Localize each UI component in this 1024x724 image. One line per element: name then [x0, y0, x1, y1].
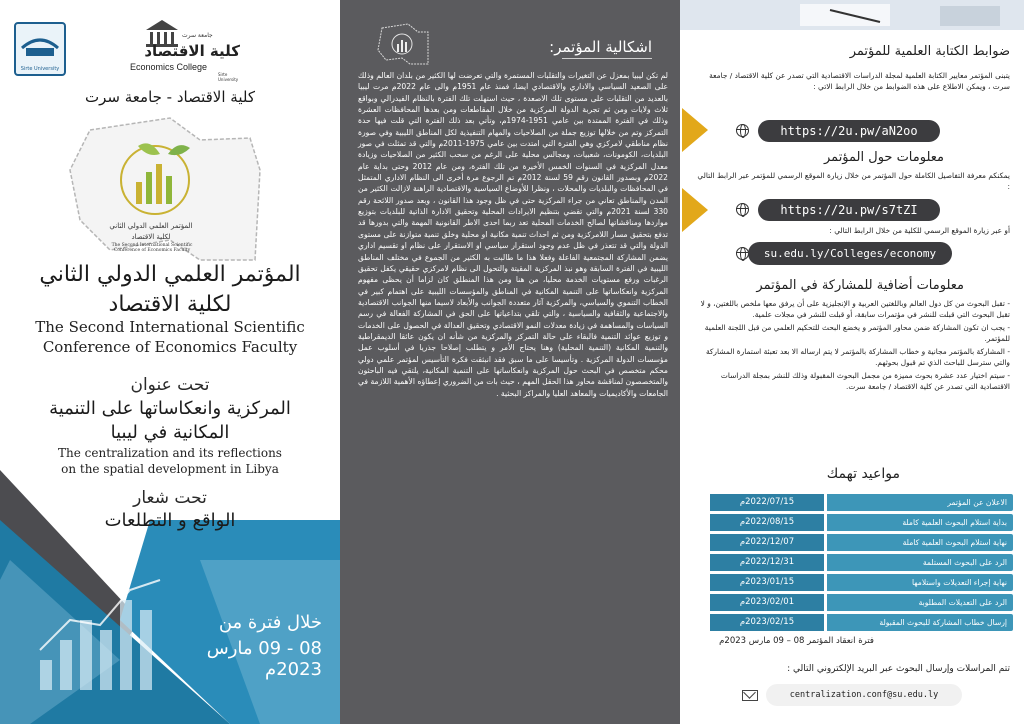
event-name: نهاية استلام البحوث العلمية كاملة — [827, 534, 1013, 551]
topic-ar-1: المركزية وانعكاساتها على التنمية — [49, 398, 291, 419]
event-name: نهاية إجراء التعديلات واستلامها — [827, 574, 1013, 591]
extra-info-list — [694, 298, 1010, 392]
event-row — [710, 594, 1013, 611]
emblem-caption-ar-1: المؤتمر العلمي الدولي الثاني — [109, 222, 193, 230]
event-name: بداية استلام البحوث العلمية كاملة — [827, 514, 1013, 531]
conference-title-en-1: The Second International Scientific — [35, 318, 305, 336]
event-date: 2023/02/15م — [710, 614, 824, 631]
college-logo-sub: جامعة سرت — [182, 32, 213, 39]
college-header: كلية الاقتصاد - جامعة سرت — [85, 88, 255, 106]
info-heading: معلومات حول المؤتمر — [824, 150, 944, 165]
event-date: 2023/02/01م — [710, 594, 824, 611]
under-title-label: تحت عنوان — [130, 375, 210, 395]
event-name: الرد على البحوث المستلمة — [827, 554, 1013, 571]
college-link[interactable]: su.edu.ly/Colleges/economy — [748, 242, 952, 265]
topic-en-1: The centralization and its reflections — [58, 446, 282, 460]
event-date: 2022/07/15م — [710, 494, 824, 511]
college-logo — [120, 18, 240, 80]
problem-heading: اشكالية المؤتمر: — [549, 38, 652, 56]
topic-en-2: on the spatial development in Libya — [61, 462, 279, 476]
event-row — [710, 554, 1013, 571]
email-note: تتم المراسلات وإرسال البحوث عبر البريد الإلكتروني التالي : — [787, 664, 1010, 674]
email-icon — [742, 690, 758, 701]
rules-arrow — [682, 108, 708, 152]
problem-statement-panel — [340, 0, 680, 724]
event-name: الاعلان عن المؤتمر — [827, 494, 1013, 511]
event-row — [710, 574, 1013, 591]
extra-info-item: - تقبل البحوث من كل دول العالم وباللغتين العربية و الإنجليزية على أن يرفق معها ملخص باللغتين، و لا تقبل البحوث التي قبلت للنشر في مؤتمرات سابقة، أو قبلت للنشر في مجلات علمية. — [700, 299, 1010, 319]
email-address[interactable]: centralization.conf@su.edu.ly — [766, 684, 962, 706]
event-name: إرسال خطاب المشاركة للبحوث المقبولة — [827, 614, 1013, 631]
heading-divider — [562, 58, 652, 59]
conference-title-ar-2: لكلية الاقتصاد — [108, 292, 232, 317]
emblem-caption-en: The Second International Scientific Conference of Economics Faculty — [111, 243, 193, 253]
rules-text: يتبنى المؤتمر معايير الكتابة العلمية لمجلة الدراسات الاقتصادية التي تصدر عن كلية الاقتصاد / جامعة سرت ، ويمكن الاطلاع على هذه الضوابط من خلال الرابط الاتي : — [709, 71, 1010, 91]
rules-link-globe-icon — [736, 124, 749, 137]
conference-title-ar-1: المؤتمر العلمي الدولي الثاني — [39, 262, 301, 287]
extra-info-heading: معلومات أضافية للمشاركة في المؤتمر — [756, 278, 964, 293]
info-text: يمكنكم معرفة التفاصيل الكاملة حول المؤتمر من خلال زيارة الموقع الرسمي للمؤتمر عبر الرابط التالي : — [697, 171, 1010, 191]
event-date: 2022/08/15م — [710, 514, 824, 531]
book-emblem-icon — [16, 26, 64, 62]
period-label: خلال فترة من — [218, 612, 322, 633]
rules-heading: ضوابط الكتابة العلمية للمؤتمر — [849, 44, 1010, 59]
university-logo — [14, 22, 66, 76]
college-logo-en-small: Sirte University — [218, 72, 239, 82]
college-logo-en: Economics College — [130, 62, 208, 72]
top-photo-strip — [680, 0, 1024, 30]
extra-info-item: - المشاركة بالمؤتمر مجانية و خطاب المشاركة بالمؤتمر لا يتم ارساله الا بعد تعبئة استمارة المشاركة والتي سترسل للباحث الذي تم قبول بحوثهم. — [705, 347, 1010, 367]
university-logo-text: Sirte University — [20, 66, 60, 72]
college-logo-name: كلية الاقتصاد — [144, 42, 240, 60]
dates-heading: مواعيد تهمك — [826, 466, 900, 482]
extra-info-item: - سيتم اختيار عدد عشرة بحوث مميزة من مجمل البحوث المقبولة وذلك للنشر بمجلة الدراسات الاقتصادية التي تصدر عن كلية الاقتصاد / جامعة سرت. — [720, 371, 1010, 391]
slogan-label: تحت شعار — [133, 488, 207, 508]
event-row — [710, 494, 1013, 511]
extra-info-item: - يجب ان تكون المشاركة ضمن محاور المؤتمر و يخضع البحث للتحكيم العلمي من قبل اللجنة العلمية للمؤتمر. — [704, 323, 1010, 343]
info-link[interactable]: https://2u.pw/s7tZI — [758, 199, 940, 221]
event-name: الرد على التعديلات المطلوبة — [827, 594, 1013, 611]
front-cover-panel — [0, 0, 340, 724]
event-date: 2022/12/07م — [710, 534, 824, 551]
slogan-text: الواقع و التطلعات — [104, 510, 236, 531]
emblem-caption-ar-2: لكلية الاقتصاد — [131, 233, 171, 241]
event-row — [710, 614, 1013, 631]
problem-body-text: لم تكن ليبيا بمعزل عن التغيرات والتقلبات المستمرة والتي تعرضت لها الكثير من بلدان العالم وذلك على الصعيد السياسي والاداري والاقتصادي ايضا، فمنذ عام 1951م والى عام 2022م مرت ليبيا بالعديد من التقلبات على مستوى تلك الاصعدة ، حيث استهلت تلك الفترة بالنظام الفيدرالي وبواقع ثلاث ولايات ومن ثم تجربة الدولة المركزية من خلال المقاطعات ومن بعدها المحافظات العشرة وذلك في الفترة الممتدة بين عامي 1951-1974م، وتأتي بعد ذلك الفترة التي قلت فيها حدة التمركز وتم من خلالها توزيع جملة من الصلاحيات والمهام التنفيذية لكل المناطق الليبية وفي صورة نظام مناطقي لامركزي وهي الفترة التي امتدت بين عامي 1975-2011م والتي قد تمثلت في صور البلديات، الكومونات، شعبيات، ومجالس محلية على الرغم من سحب الكثير من الصلاحيات وزيادة معدل المركزية في السنوات الخمس الأخيرة من تلك الفترة، ومن عام 2012 وحتى بداية عام 2022م وبصدور القانون رقم 59 لسنة 2012م تم الرجوع مرة أخرى الى النظام الاداري المتمثل في المحافظات والبلديات والمحلات ، ونظرا للأوضاع السياسية والاقتصادية الراهنة لازالت الكثير من المدن والمناطق تعاني من جراء المركزية حتى في ظل وجود هذا القانون ، وبعد صدور اللائحة رقم 330 لسنة 2021م والتي تقضي بتنظيم الايرادات المحلية وتحقيق الادارة الذاتية للبلديات بتوزيع مواردها ومناقشاتها لصالح الخدمات المحلية تعد ربما احدى الاطر القانونية المهمة والتي بدورها قد تدفع بتحقيق مسار اللامركزية ومن ثم احداث تنمية مكانية او محلية وخلق تنمية متوازنة على مستوى الدولة والتي قد تتعذر في ظل عدم وجود استقرار سياسي او الاستقرار على نظام او تقسيم اداري يضمن المشاركة المجتمعية الفاعلة وفعلا هذا ما طالبت به الكثير من الجموع في مختلف المناطق الليبية في الفترة السابقة وهو نبذ المركزية المقيتة والتحول الى نظام لامركزي حقيقي يكفل تحقيق الرغبات ورفع مستويات الخدمة محليا، من هنا ومن هذا المنطلق كان لزاما أن يحظى مفهوم المركزية وانعكاساتها على التنمية المكانية في المناطق والمؤسسات الليبية على اهتمام كبير في الخطاب التنموي والسياسي، والمركزية آثار متعددة الجوانب والأبعاد لاسيما منها الجوانب الاقتصادية والاجتماعية والثقافية والسياسية ، والتي تلقي بتداعياتها على الحق في المشاركة الفعالة في رسم السياسات والمساهمة في زيادة معدلات النمو الاقتصادي وتحقيق العدالة في الحصول على الخدمات و توزيع عوائد التنمية فالبقاء على حالة التمركز والمركزية من شأنه ان يكون عائقا الديمقراطية والتنمية المكانية (التنمية المحلية) وهنا يحتاج الأمر و يتطلب إصلاحا جذريا في أسلوب عمل مؤسسات الدولة المركزية . وتأسيسا على ما سبق فقد انبثقت فكرة التأسيس لمؤتمر علمي دولي محكم متخصص في البحث حول المركزية وانعكاساتها على التنمية المكانية، يلتقي فيه الباحثون والمتخصصون لمناقشة محاور هذا الحقل المهم ، حيث بات من الضروري إعطاؤه الأهمية اللازمة في الجامعات والأكاديميات والمعاهد العليا والمراكز البحثية . — [358, 71, 669, 398]
event-row — [710, 514, 1013, 531]
period-dates: 08 - 09 مارس 2023م — [206, 638, 322, 680]
mini-emblem-icon — [374, 20, 434, 68]
conference-period-note: فترة انعقاد المؤتمر 08 – 09 مارس 2023م — [719, 636, 874, 646]
info-link-globe-icon — [736, 203, 749, 216]
college-link-note: أو عبر زيارة الموقع الرسمي للكلية من خلال الرابط التالي : — [829, 226, 1010, 235]
event-date: 2023/01/15م — [710, 574, 824, 591]
conference-title-en-2: Conference of Economics Faculty — [42, 338, 298, 356]
rules-link[interactable]: https://2u.pw/aN2oo — [758, 120, 940, 142]
event-date: 2022/12/31م — [710, 554, 824, 571]
topic-ar-2: المكانية في ليبيا — [110, 422, 230, 443]
event-row — [710, 534, 1013, 551]
